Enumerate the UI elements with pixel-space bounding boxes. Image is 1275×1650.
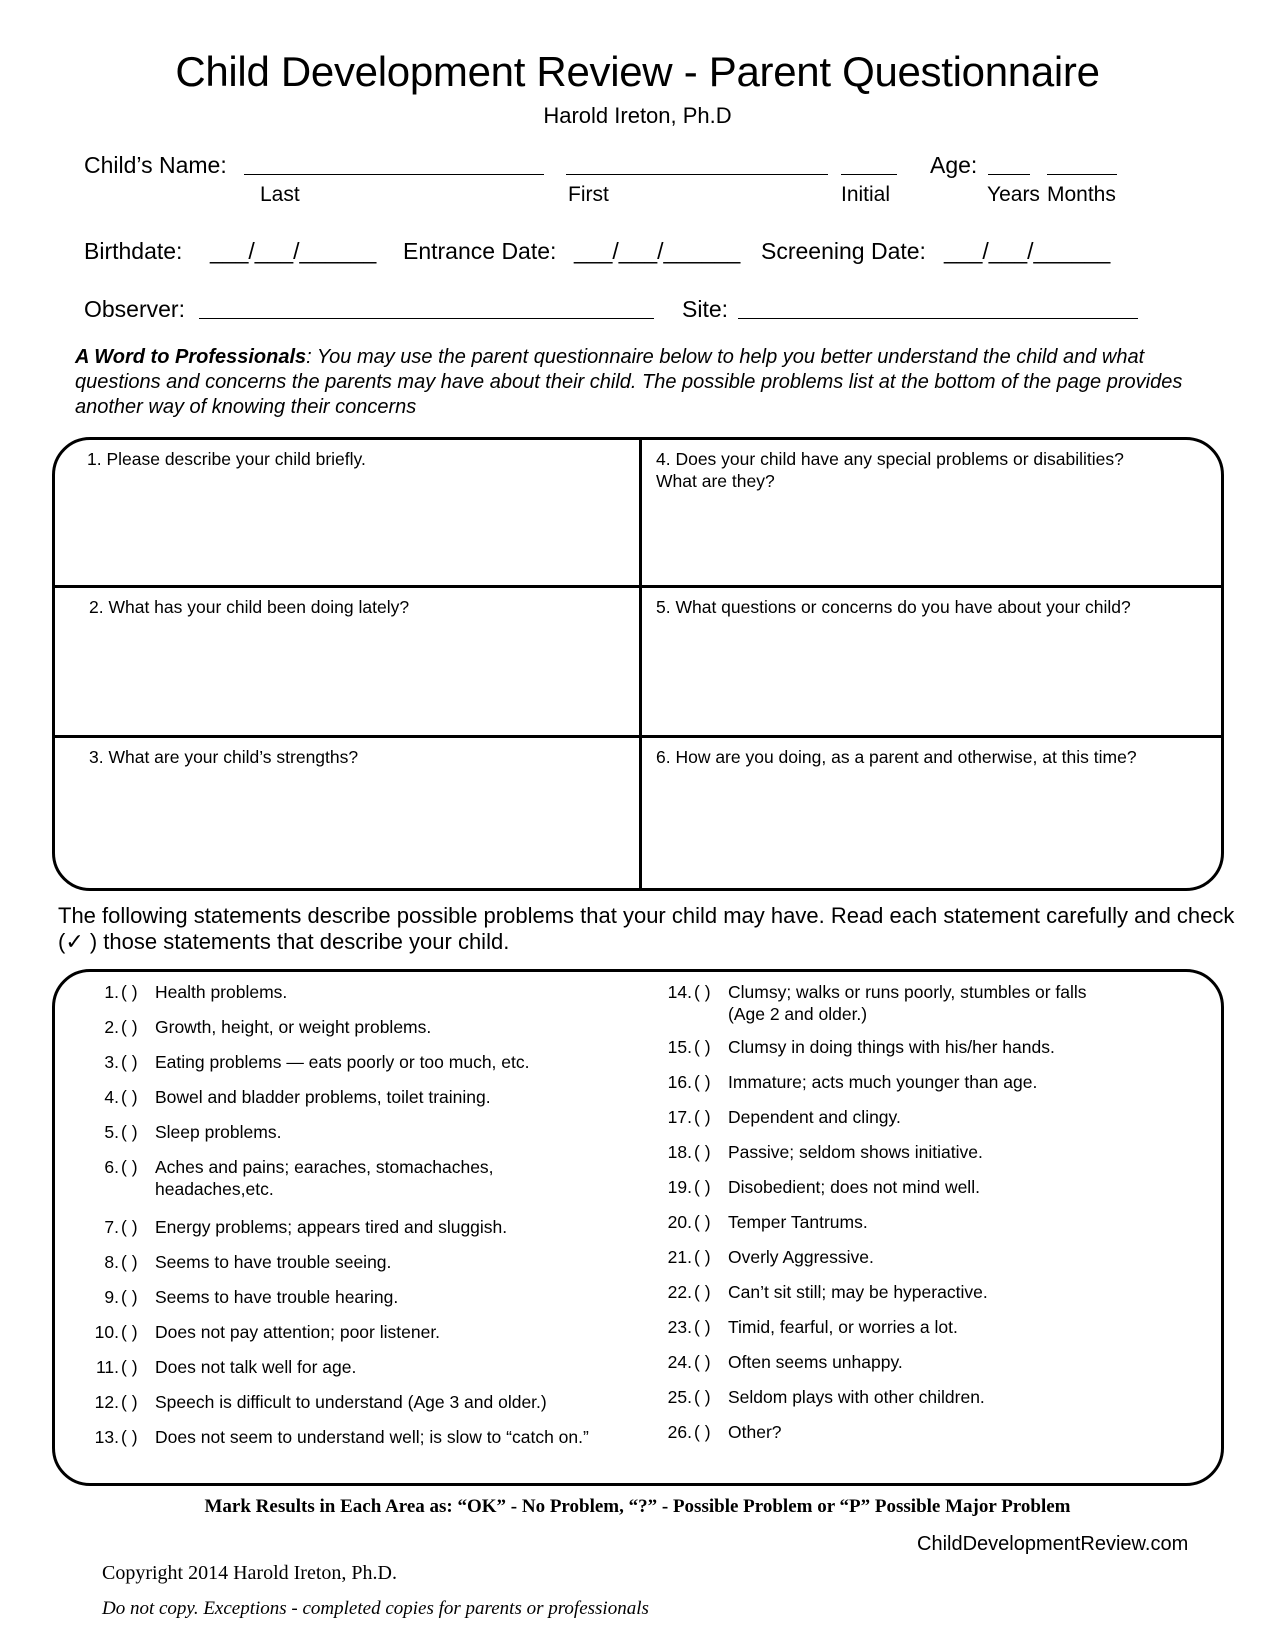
problem-number: 7. [104,1217,119,1237]
problem-text: Aches and pains; earaches, stomachaches, headaches,etc. [155,1157,494,1199]
birthdate-field[interactable]: ___/___/______ [210,238,377,264]
professionals-heading: A Word to Professionals [75,346,307,368]
site-label: Site: [682,296,729,322]
problem-text: Temper Tantrums. [728,1212,868,1232]
copyright-notice: Copyright 2014 Harold Ireton, Ph.D. [102,1562,397,1584]
question-6[interactable]: 6. How are you doing, as a parent and otherwise, at this time? [656,747,1137,767]
problem-number: 5. [104,1122,119,1142]
problem-checkbox[interactable]: ( ) [121,1087,138,1107]
observer-label: Observer: [84,296,185,322]
age-label: Age: [930,152,978,178]
problem-number: 20. [667,1212,692,1232]
problem-checkbox[interactable]: ( ) [121,1322,138,1342]
problem-text: Disobedient; does not mind well. [728,1177,980,1197]
problem-text: Does not seem to understand well; is slow to “catch on.” [155,1427,589,1447]
problem-number: 3. [104,1052,119,1072]
problem-number: 25. [667,1387,692,1407]
problem-checkbox[interactable]: ( ) [121,1017,138,1037]
screening-date-field[interactable]: ___/___/______ [944,238,1111,264]
problem-number: 14. [667,982,692,1002]
grid-divider [55,735,1221,738]
problem-checkbox[interactable]: ( ) [694,1142,711,1162]
problem-number: 16. [667,1072,692,1092]
professionals-body: : You may use the parent questionnaire below to help you better understand the child and what questions and concerns the parents may have about their child. The possible problems list at the bottom of the page provides another way of knowing their concerns [75,346,1183,418]
professionals-note [75,345,1205,420]
problem-number: 11. [95,1357,119,1377]
observer-field[interactable] [199,318,654,319]
problem-checkbox[interactable]: ( ) [694,982,711,1002]
question-1[interactable]: 1. Please describe your child briefly. [87,449,366,469]
problem-checkbox[interactable]: ( ) [121,1252,138,1272]
question-4[interactable]: 4. Does your child have any special problems or disabilities? What are they? [656,449,1124,491]
years-sublabel: Years [987,183,1040,206]
problem-checkbox[interactable]: ( ) [694,1037,711,1057]
grid-divider [55,585,1221,588]
problem-number: 1. [104,982,119,1002]
problem-number: 15. [667,1037,692,1057]
child-name-label: Child’s Name: [84,152,227,178]
problem-text: Eating problems — eats poorly or too much, etc. [155,1052,530,1072]
problem-number: 22. [667,1282,692,1302]
problem-text: Seems to have trouble hearing. [155,1287,399,1307]
problem-text: Energy problems; appears tired and sluggish. [155,1217,508,1237]
problem-checkbox[interactable]: ( ) [694,1072,711,1092]
question-5[interactable]: 5. What questions or concerns do you have about your child? [656,597,1131,617]
problem-number: 13. [94,1427,119,1447]
page-title: Child Development Review - Parent Questionnaire [175,48,1100,95]
entrance-date-field[interactable]: ___/___/______ [574,238,741,264]
no-copy-notice: Do not copy. Exceptions - completed copies for parents or professionals [102,1598,649,1619]
problem-checkbox[interactable]: ( ) [694,1352,711,1372]
problem-text: Immature; acts much younger than age. [728,1072,1038,1092]
problem-checkbox[interactable]: ( ) [694,1212,711,1232]
problem-checkbox[interactable]: ( ) [694,1177,711,1197]
problem-text: Dependent and clingy. [728,1107,901,1127]
problem-text: Health problems. [155,982,288,1002]
problem-checkbox[interactable]: ( ) [694,1422,711,1442]
problem-number: 18. [667,1142,692,1162]
initial-sublabel: Initial [841,183,891,206]
grid-divider [639,440,642,888]
problem-text: Growth, height, or weight problems. [155,1017,432,1037]
problem-number: 4. [104,1087,119,1107]
problem-checkbox[interactable]: ( ) [121,1122,138,1142]
problem-checkbox[interactable]: ( ) [121,1217,138,1237]
problem-text: Passive; seldom shows initiative. [728,1142,983,1162]
age-years-field[interactable] [988,174,1030,175]
problem-number: 9. [104,1287,119,1307]
months-sublabel: Months [1047,183,1116,206]
first-sublabel: First [568,183,609,206]
problem-text: Bowel and bladder problems, toilet training. [155,1087,491,1107]
problem-number: 10. [94,1322,119,1342]
question-2[interactable]: 2. What has your child been doing lately? [89,597,410,617]
initial-field[interactable] [841,174,897,175]
site-field[interactable] [738,318,1138,319]
problem-text: Overly Aggressive. [728,1247,874,1267]
problem-number: 26. [667,1422,692,1442]
problem-text: Seldom plays with other children. [728,1387,985,1407]
problem-text: Timid, fearful, or worries a lot. [728,1317,958,1337]
problem-text: Does not talk well for age. [155,1357,357,1377]
problem-number: 8. [104,1252,119,1272]
screening-date-label: Screening Date: [761,238,926,264]
first-name-field[interactable] [566,174,828,175]
problem-checkbox[interactable]: ( ) [121,1052,138,1072]
problem-number: 23. [667,1317,692,1337]
problem-text: Seems to have trouble seeing. [155,1252,392,1272]
last-sublabel: Last [260,183,300,206]
problem-checkbox[interactable]: ( ) [694,1247,711,1267]
questions-grid [52,437,1224,891]
problem-number: 12. [94,1392,119,1412]
problem-number: 24. [667,1352,692,1372]
problem-checkbox[interactable]: ( ) [694,1387,711,1407]
problem-text: Sleep problems. [155,1122,282,1142]
problem-text: Speech is difficult to understand (Age 3 and older.) [155,1392,547,1412]
age-months-field[interactable] [1047,174,1117,175]
problem-text: Clumsy in doing things with his/her hands. [728,1037,1055,1057]
problem-checkbox[interactable]: ( ) [121,1287,138,1307]
problems-instructions: The following statements describe possible problems that your child may have. Read each statement carefully and check (✓ ) those statements that describe your child. [58,903,1235,954]
problem-checkbox[interactable]: ( ) [121,982,138,1002]
mark-results-note: Mark Results in Each Area as: “OK” - No Problem, “?” - Possible Problem or “P” Possible Major Problem [204,1496,1071,1517]
problem-checkbox[interactable]: ( ) [121,1392,138,1412]
problem-number: 19. [667,1177,692,1197]
entrance-date-label: Entrance Date: [403,238,557,264]
problem-checkbox[interactable]: ( ) [121,1427,138,1447]
problem-text: Can’t sit still; may be hyperactive. [728,1282,988,1302]
problem-checkbox[interactable]: ( ) [121,1157,138,1177]
problem-checkbox[interactable]: ( ) [694,1317,711,1337]
problem-number: 17. [667,1107,692,1127]
problem-checkbox[interactable]: ( ) [694,1282,711,1302]
problem-text: Clumsy; walks or runs poorly, stumbles or falls (Age 2 and older.) [728,982,1087,1024]
birthdate-label: Birthdate: [84,238,183,264]
website-label: ChildDevelopmentReview.com [917,1533,1189,1555]
problem-number: 21. [667,1247,692,1267]
problem-text: Often seems unhappy. [728,1352,903,1372]
problem-number: 2. [104,1017,119,1037]
problems-checklist [52,969,1224,1486]
question-3[interactable]: 3. What are your child’s strengths? [89,747,359,767]
problem-text: Does not pay attention; poor listener. [155,1322,441,1342]
problem-number: 6. [104,1157,119,1177]
problem-checkbox[interactable]: ( ) [694,1107,711,1127]
problem-text: Other? [728,1422,782,1442]
problem-checkbox[interactable]: ( ) [121,1357,138,1377]
last-name-field[interactable] [244,174,544,175]
author-name: Harold Ireton, Ph.D [543,103,732,128]
